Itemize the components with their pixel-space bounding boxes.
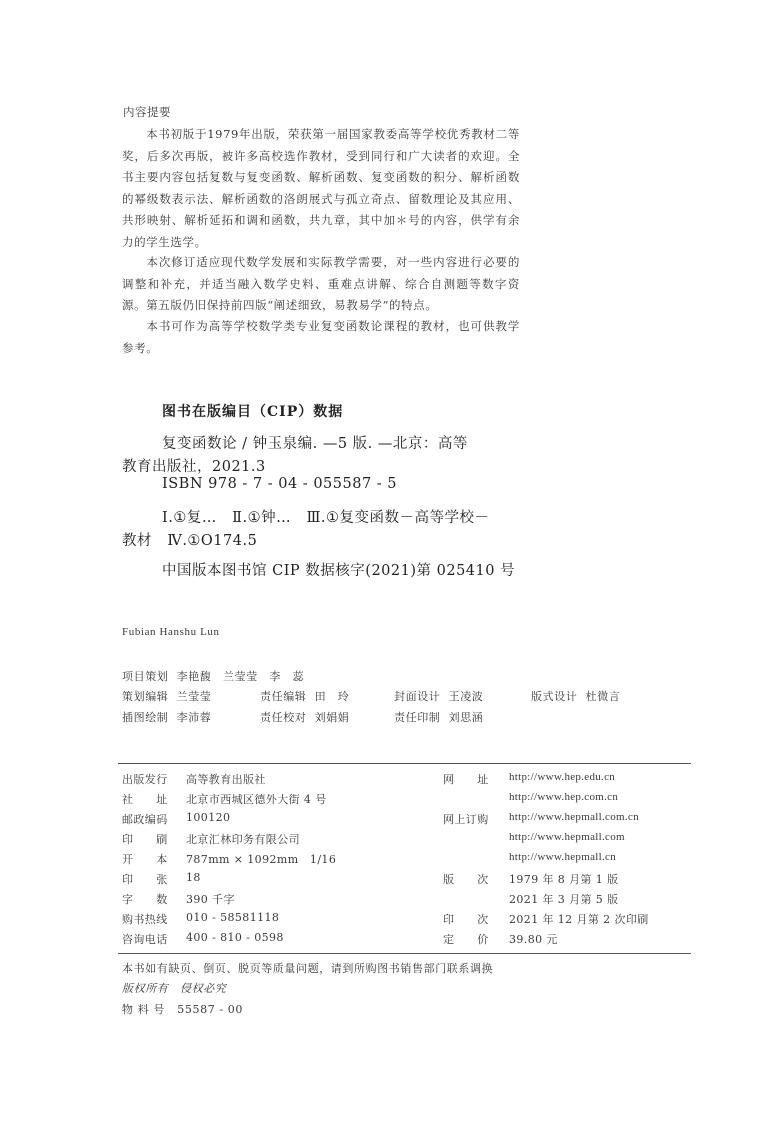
credit-value: 杜微言 [585, 690, 621, 703]
pub-label: 网上订购 [443, 813, 489, 826]
pub-label: 邮政编码 [122, 813, 168, 826]
pub-value: 18 [186, 871, 201, 884]
credit-proofread [260, 709, 349, 725]
pub-label: 社 址 [122, 793, 168, 806]
pub-label: 定 价 [443, 933, 489, 946]
summary-paragraph-3: 本书可作为高等学校数学类专业复变函数论课程的教材，也可供教学参考。 [122, 319, 520, 355]
pub-label: 出版发行 [122, 773, 168, 786]
credit-planning [122, 668, 304, 684]
pub-label: 咨询电话 [122, 933, 168, 946]
pub-value: 北京汇林印务有限公司 [186, 833, 300, 846]
pinyin-title: Fubian Hanshu Lun [122, 626, 220, 638]
order-link[interactable]: http://www.hepmall.com.cn [509, 811, 639, 823]
summary-paragraph-1: 本书初版于1979年出版，荣获第一届国家教委高等学校优秀教材二等奖，后多次再版，被许多高校选作教材，受到同行和广大读者的欢迎。全书主要内容包括复数与复变函数、解析函数、复变函数的积分、解析函数的幂级数表示法、解析函数的洛朗展式与孤立奇点、留数理论及其应用、共形映射、解析延拓和调和函数，共九章，其中加＊号的内容，供学有余力的学生选学。 [122, 127, 520, 249]
cip-title: 图书在版编目（CIP）数据 [162, 404, 344, 420]
quality-notice: 本书如有缺页、倒页、脱页等质量问题，请到所购图书销售部门联系调换 [122, 962, 494, 975]
credit-illustration [122, 709, 211, 725]
credit-label: 策划编辑 [122, 690, 169, 703]
cip-line-title: 复变函数论 / 钟玉泉编. —5 版. —北京：高等 [162, 436, 468, 452]
credit-label: 责任编辑 [260, 690, 307, 703]
credit-label: 封面设计 [394, 690, 441, 703]
order-link[interactable]: http://www.hepmall.cn [509, 851, 617, 863]
cip-line-category: 教材 Ⅳ.①O174.5 [122, 533, 258, 549]
cip-isbn: ISBN 978 - 7 - 04 - 055587 - 5 [162, 476, 398, 492]
order-link[interactable]: http://www.hepmall.com [509, 831, 625, 843]
credit-printing [394, 709, 483, 725]
pub-value: 2021 年 3 月第 5 版 [509, 893, 619, 906]
credit-label: 责任校对 [260, 711, 307, 724]
credit-label: 责任印制 [394, 711, 441, 724]
pub-label: 印 次 [443, 913, 489, 926]
material-number [122, 1001, 243, 1017]
divider-bottom [118, 953, 691, 954]
credit-label: 项目策划 [122, 670, 169, 683]
material-label: 物 料 号 [122, 1003, 165, 1016]
credit-value: 田 玲 [314, 690, 350, 703]
pub-value: 北京市西城区德外大街 4 号 [186, 793, 327, 806]
pub-value: 390 千字 [186, 893, 235, 906]
credit-acq-editor [122, 688, 211, 704]
divider-top [118, 763, 691, 764]
pub-value: 787mm × 1092mm 1/16 [186, 853, 337, 866]
pub-label: 印 刷 [122, 833, 168, 846]
pub-value: 010 - 58581118 [186, 911, 280, 924]
credit-label: 插图绘制 [122, 711, 169, 724]
cip-verification: 中国版本图书馆 CIP 数据核字(2021)第 025410 号 [162, 563, 516, 579]
credit-value: 兰莹莹 [176, 690, 212, 703]
credit-editor [260, 688, 349, 704]
website-link[interactable]: http://www.hep.com.cn [509, 791, 619, 803]
pub-label: 购书热线 [122, 913, 168, 926]
material-value: 55587 - 00 [177, 1003, 243, 1016]
pub-value: 400 - 810 - 0598 [186, 931, 284, 944]
pub-label: 印 张 [122, 873, 168, 886]
cip-line-publisher: 教育出版社，2021.3 [122, 459, 266, 475]
credit-value: 王凌波 [448, 690, 484, 703]
pub-label: 版 次 [443, 873, 489, 886]
credit-value: 李艳馥 兰莹莹 李 蕊 [176, 670, 305, 683]
credit-value: 刘思涵 [448, 711, 484, 724]
credit-label: 版式设计 [531, 690, 578, 703]
copyright-notice: 版权所有 侵权必究 [122, 982, 227, 995]
summary-title: 内容提要 [123, 105, 171, 119]
credit-layout [531, 688, 620, 704]
credit-cover [394, 688, 483, 704]
summary-paragraph-2: 本次修订适应现代数学发展和实际教学需要，对一些内容进行必要的调整和补充，并适当融入数学史料、重难点讲解、综合自测题等数字资源。第五版仍旧保持前四版“阐述细致，易教易学”的特点。 [122, 255, 520, 312]
credit-value: 刘娟娟 [314, 711, 350, 724]
cip-line-classification: Ⅰ.①复… Ⅱ.①钟… Ⅲ.①复变函数－高等学校－ [162, 510, 490, 526]
price-value: 39.80 元 [509, 933, 558, 946]
pub-label: 字 数 [122, 893, 168, 906]
website-link[interactable]: http://www.hep.edu.cn [509, 771, 616, 783]
pub-value: 2021 年 12 月第 2 次印刷 [509, 913, 649, 926]
credit-value: 李沛蓉 [176, 711, 212, 724]
pub-value: 高等教育出版社 [186, 773, 266, 786]
pub-label: 网 址 [443, 773, 489, 786]
pub-label: 开 本 [122, 853, 168, 866]
pub-value: 1979 年 8 月第 1 版 [509, 873, 619, 886]
pub-value: 100120 [186, 811, 231, 824]
